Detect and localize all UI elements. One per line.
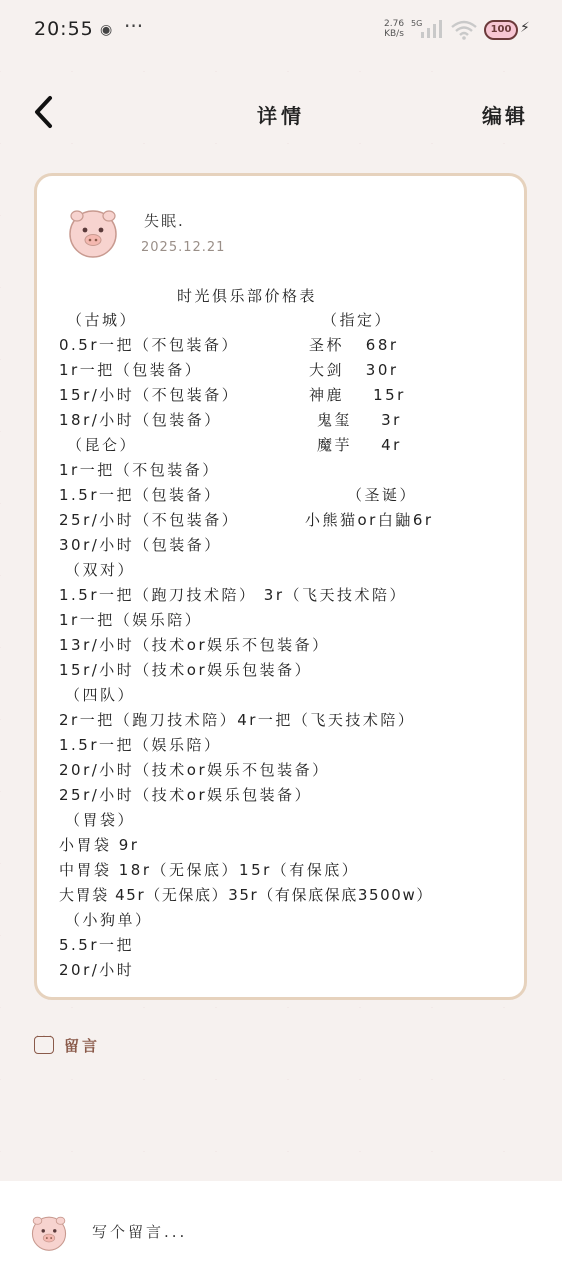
notification-dot-icon: ◉ bbox=[100, 22, 113, 38]
user-avatar[interactable] bbox=[30, 1215, 68, 1251]
post-line: 神鹿 15r bbox=[309, 386, 406, 404]
nav-bar bbox=[0, 86, 562, 136]
post-line: 25r/小时（不包装备） bbox=[59, 511, 240, 529]
post-heading: 时光俱乐部价格表 bbox=[177, 287, 318, 305]
post-line: 18r/小时（包装备） bbox=[59, 411, 222, 429]
post-line: （双对） bbox=[65, 561, 136, 579]
post-line: 30r/小时（包装备） bbox=[59, 536, 222, 554]
network-speed-unit: KB/s bbox=[384, 29, 404, 39]
author-avatar[interactable] bbox=[67, 208, 119, 258]
post-line: 1r一把（不包装备） bbox=[59, 461, 220, 479]
post-line: 20r/小时 bbox=[59, 961, 135, 979]
post-line: 25r/小时（技术or娱乐包装备） bbox=[59, 786, 313, 804]
post-line: 1.5r一把（娱乐陪） bbox=[59, 736, 222, 754]
post-line: （小狗单） bbox=[65, 911, 153, 929]
post-line: 20r/小时（技术or娱乐不包装备） bbox=[59, 761, 330, 779]
post-line: （胃袋） bbox=[65, 811, 136, 829]
post-line: 小熊猫or白鼬6r bbox=[305, 511, 434, 529]
comment-icon bbox=[34, 1036, 54, 1054]
post-line: 5.5r一把 bbox=[59, 936, 135, 954]
post-line: 1r一把（娱乐陪） bbox=[59, 611, 203, 629]
status-time: 20:55 bbox=[34, 18, 94, 40]
post-line: 1.5r一把（包装备） bbox=[59, 486, 222, 504]
post-line: 0.5r一把（不包装备） bbox=[59, 336, 240, 354]
battery-icon bbox=[484, 20, 518, 40]
comment-bar bbox=[0, 1181, 562, 1280]
network-speed bbox=[384, 19, 404, 39]
post-line: 1.5r一把（跑刀技术陪） 3r（飞天技术陪） bbox=[59, 586, 408, 604]
post-line: 大胃袋 45r（无保底）35r（有保底保底3500w） bbox=[59, 886, 433, 904]
post-line: （四队） bbox=[65, 686, 136, 704]
comment-label: 留言 bbox=[64, 1037, 101, 1055]
post-line: 鬼玺 3r bbox=[317, 411, 402, 429]
more-notifications-icon: ··· bbox=[124, 14, 144, 38]
post-date: 2025.12.21 bbox=[141, 240, 226, 255]
author-name[interactable]: 失眠. bbox=[144, 212, 185, 230]
post-line: 15r/小时（不包装备） bbox=[59, 386, 240, 404]
charging-icon: ⚡ bbox=[520, 20, 530, 36]
post-line: 魔芋 4r bbox=[317, 436, 402, 454]
post-line: （古城） bbox=[67, 311, 138, 329]
post-line: 15r/小时（技术or娱乐包装备） bbox=[59, 661, 313, 679]
comment-input[interactable]: 写个留言... bbox=[92, 1223, 188, 1241]
post-line: 小胃袋 9r bbox=[59, 836, 140, 854]
post-card bbox=[34, 173, 527, 1000]
post-line: （圣诞） bbox=[347, 486, 418, 504]
page-title: 详情 bbox=[257, 104, 305, 128]
post-line: （昆仑） bbox=[67, 436, 138, 454]
wifi-icon bbox=[450, 20, 478, 40]
battery-level: 100 bbox=[490, 24, 512, 35]
post-line: 2r一把（跑刀技术陪）4r一把（飞天技术陪） bbox=[59, 711, 416, 729]
status-bar bbox=[0, 0, 562, 60]
post-line: 中胃袋 18r（无保底）15r（有保底） bbox=[59, 861, 360, 879]
post-line: （指定） bbox=[322, 311, 393, 329]
post-line: 圣杯 68r bbox=[309, 336, 399, 354]
network-type: 5G bbox=[411, 19, 423, 28]
signal-icon bbox=[420, 20, 444, 38]
network-speed-value: 2.76 bbox=[384, 19, 405, 29]
edit-button[interactable]: 编辑 bbox=[482, 104, 528, 128]
post-line: 大剑 30r bbox=[309, 361, 399, 379]
post-line: 13r/小时（技术or娱乐不包装备） bbox=[59, 636, 330, 654]
post-line: 1r一把（包装备） bbox=[59, 361, 203, 379]
